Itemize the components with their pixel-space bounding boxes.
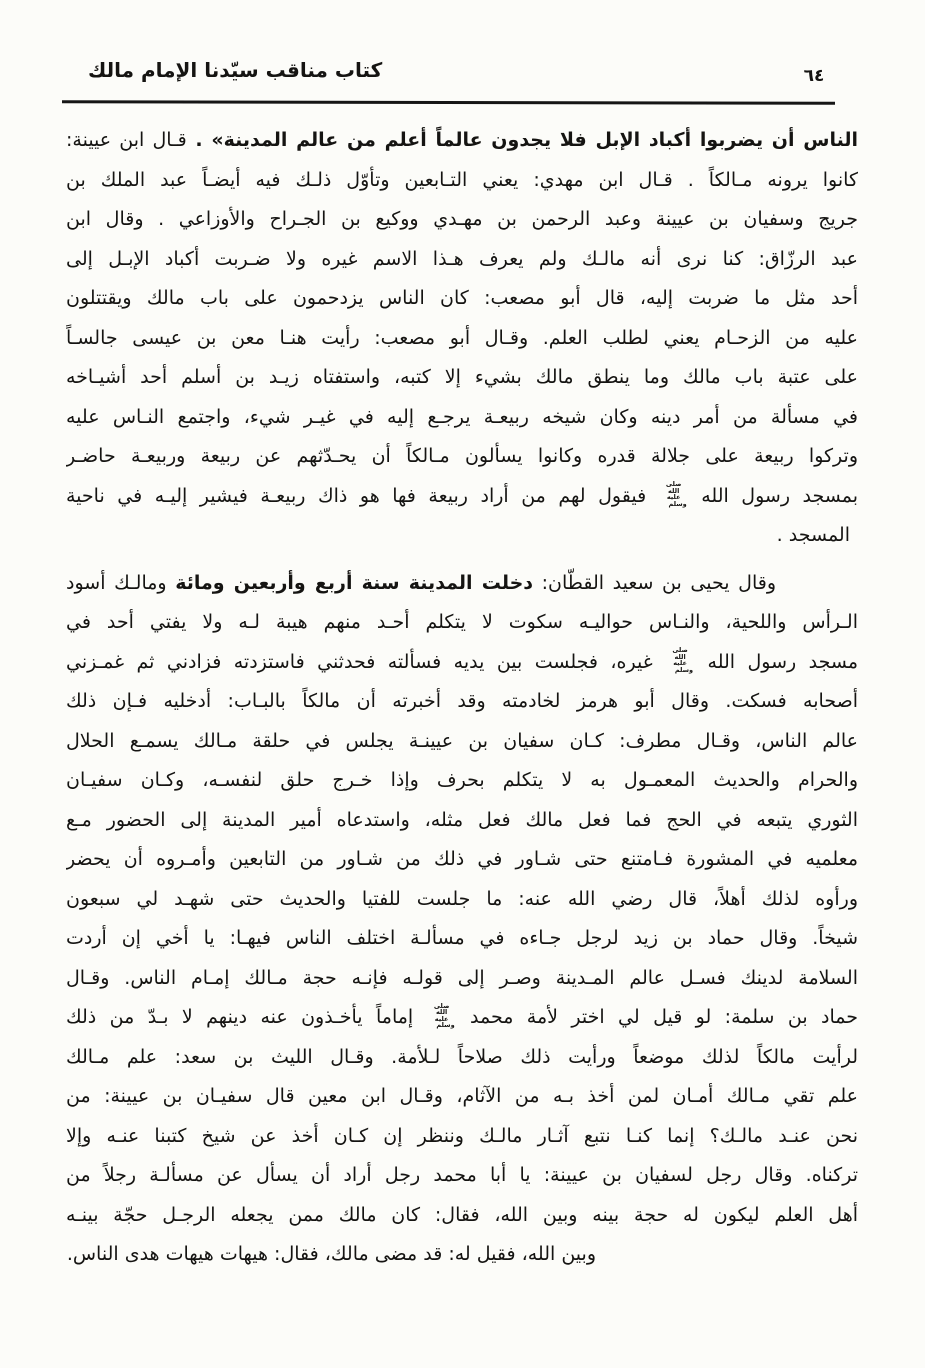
text-line [66,1196,858,1236]
text-line [66,477,858,517]
text-segment: أهل العلم ليكون له حجة بينه وبين الله، فقال: كان مالك ممن يجعله الرجـل حجّة بينـه [66,1203,858,1226]
text-line [66,682,858,722]
text-segment: شيخاً. وقال حماد بن زيد لرجل جـاءه في مسألـة اختلف الناس فيهـا: يا أخي إن أردت [66,927,858,949]
text-segment: معلميه في المشورة فـامتنع حتى شـاور في ذلك من شـاور من التابعين وأمـروه أن يحضر [66,848,858,870]
text-line [66,437,858,477]
text-segment: جريج وسفيان بن عيينة وعبد الرحمن بن مهـدي ووكيع بن الجـراح والأوزاعي . وقال ابن [66,208,858,230]
body-text [66,121,858,1275]
honorific-saw: صلى الله عليه وسلم [672,646,694,674]
text-line [66,840,858,880]
text-segment: غيره، فجلست بين يديه فسألته فحدثني فاستزدته فزادني ثم غمـزني [66,650,666,673]
bold-text-segment: الناس أن يضربوا أكباد الإبل فلا يجدون عالماً أعلم من عالم المدينة» . [186,129,858,151]
text-segment: والحرام والحديث المعمـول به لا يتكلم بحرف وإذا خـرج حلق لنفسـه، وكـان سفيـان [66,769,858,791]
text-line [66,398,858,438]
text-line [66,1235,596,1275]
page-number: ٦٤ [803,66,825,86]
text-segment: وقال يحيى بن سعيد القطّان: [533,571,776,594]
text-segment: أحد مثل ما ضربت إليه، قال أبو مصعب: كان الناس يزدحمون على باب مالك ويقتتلون [66,287,858,309]
text-segment: علم تقي مـالك أمـان لمن أخذ بـه من الآثام، وقـال ابن معين قال سفيـان بن عيينة: من [66,1085,858,1107]
text-line [66,516,850,556]
paragraph-2 [66,564,858,1275]
text-line [66,1077,858,1117]
text-line [66,1038,858,1078]
text-segment: إماماً يأخـذون عنه دينهم لا بـدّ من ذلك [66,1006,427,1028]
text-segment: الثوري يتبعه في الحج فما فعل مالك فعل مثله، واستدعاه أمير المدينة إلى الحضور مـع [66,808,858,831]
text-segment: في مسألة من أمر دينه وكان شيخه ربيعـة يرجـع إليه في غيـر شيء، واجتمع النـاس عليه [66,405,858,428]
text-segment: لرأيت مالكاً لذلك موضعاً ورأيت ذلك صلاحاً لـلأمة. وقـال الليث بن سعد: علم مـالك [66,1045,858,1068]
text-line [66,761,858,801]
text-segment: على عتبة باب مالك وما ينطق مالك بشيء إلا كتبه، واستفتاه زيـد بن أسلم أحد أشيـاخه [66,366,858,388]
text-segment: عبد الرزّاق: كنا نرى أنه مالـك ولم يعرف هـذا الاسم غيره ولا ضـربت أكباد الإبـل إلى [66,247,858,270]
honorific-saw: صلى الله عليه وسلم [665,480,687,508]
text-line [66,200,858,240]
text-line [66,643,858,683]
text-line [66,722,858,762]
text-segment: عالم الناس، وقـال مطرف: كـان سفيان بن عيينـة يجلس في حلقة مـالك يسمـع الحلال [66,729,858,752]
text-segment: مسجد رسول الله [695,650,858,673]
text-line [66,1117,858,1157]
text-segment: ورأوه لذلك أهلاً، قال رضي الله عنه: ما جلست للفتيا والحديث حتى شهـد لي سبعون [66,887,858,910]
text-segment: المسجد . [776,524,850,546]
text-segment: أصحابه فسكت. وقال أبو هرمز لخادمته وقد أخبرته أن مالكاً بالبـاب: أدخليه فـإن ذلك [66,690,858,712]
text-line [66,564,776,604]
text-line [66,880,858,920]
text-segment: ومالـك أسود [66,571,176,594]
text-line [66,959,858,999]
text-segment: كانوا يرونه مـالكاً . قـال ابن مهدي: يعني التـابعين وتأوّل ذلـك فيه أيضـاً عبد الملك بن [66,168,858,191]
text-segment: الـرأس واللحية، والنـاس حواليـه سكوت لا يتكلم أحـد منهم هيبة لـه ولا يفتي أحد في [66,611,858,633]
text-line [66,998,858,1038]
text-segment: وتركوا ربيعة على جلالة قدره وكانوا يسألون مـالكاً أن يحـدّثهم عن ربيعة وربيعـة حاضـر [66,445,858,467]
paragraph-1 [66,121,858,556]
text-segment: قـال ابن عيينة: [66,129,187,151]
header-rule [62,100,835,105]
text-segment: عليه من الزحـام يعني لطلب العلم. وقـال أبو مصعب: رأيت هنـا معن بن عيسى جالسـاً [66,326,858,349]
running-head-title: كتاب مناقب سيّدنا الإمام مالك [88,58,383,82]
text-segment: تركناه. وقال رجل لسفيان بن عيينة: يا أبا محمد رجل أراد أن يسأل عن مسألـة رجلاً من [66,1164,858,1186]
text-segment: وبين الله، فقيل له: قد مضى مالك، فقال: هيهات هيهات هدى الناس. [66,1243,596,1265]
honorific-saw: صلى الله عليه وسلم [433,1001,455,1029]
text-line [66,1156,858,1196]
text-line [66,161,858,201]
text-line [66,279,858,319]
text-line [66,603,858,643]
text-line [66,240,858,280]
text-line [66,358,858,398]
text-segment: نحن عنـد مالـك؟ إنما كنـا نتبع آثـار مالـك وننظر إن كـان أخذ عن شيخ كتبنا عنـه وإلا [66,1124,858,1147]
bold-text-segment: دخلت المدينة سنة أربع وأربعين ومائة [175,571,534,594]
text-line [66,319,858,359]
text-segment: فيقول لهم من أراد ربيعة فها هو ذاك ربيعـة فيشير إليـه في ناحية [66,484,659,507]
text-segment: حماد بن سلمة: لو قيل لي اختر لأمة محمد [456,1006,858,1028]
text-line [66,919,858,959]
text-line [66,121,858,161]
text-line [66,801,858,841]
text-segment: بمسجد رسول الله [688,484,858,507]
text-segment: السلامة لدينك فسـل عالم المـدينة وصـر إلى قولـه فإنـه حجة مـالك إمـام الناس. وقـال [66,966,858,989]
